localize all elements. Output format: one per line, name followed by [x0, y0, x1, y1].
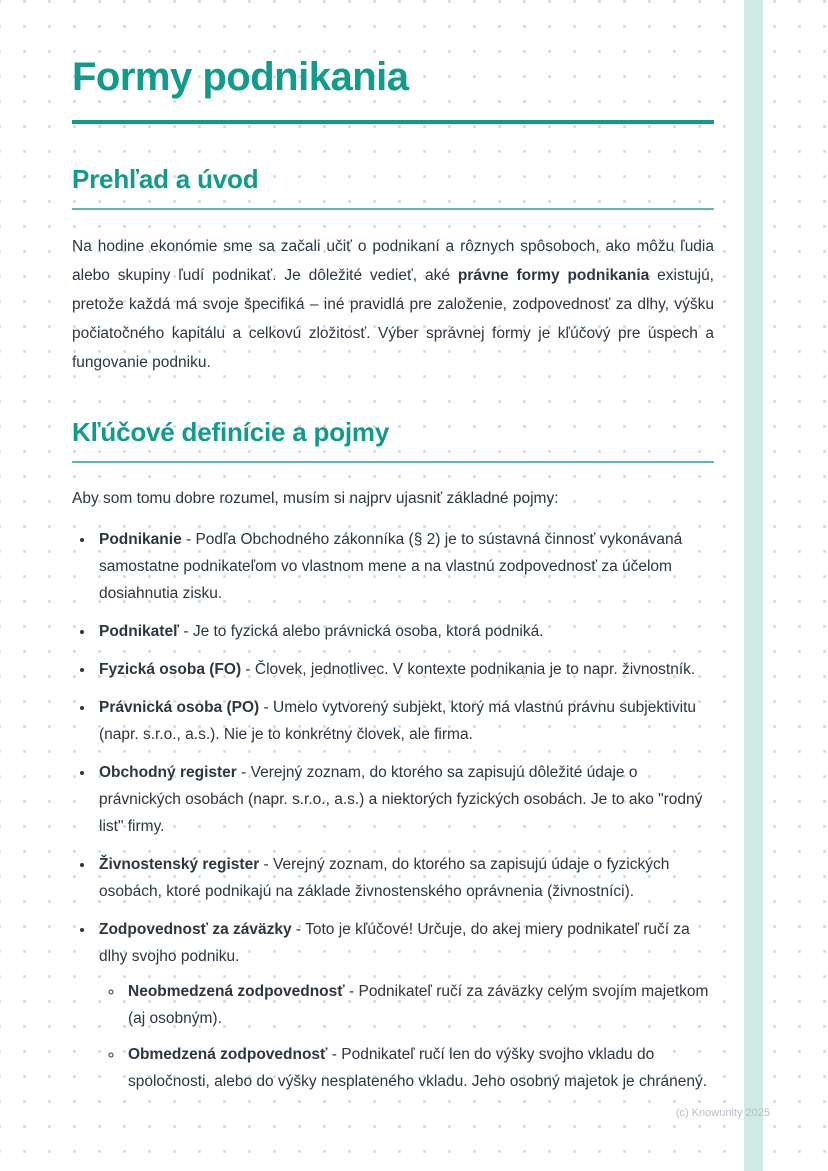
definition-term: Podnikanie	[99, 531, 182, 548]
definition-term: Živnostenský register	[99, 856, 260, 873]
footer-credit: (c) Knowunity 2025	[675, 1107, 770, 1119]
list-item	[95, 851, 714, 905]
definition-desc: - Umelo vytvorený subjekt, ktorý má vlastnú právnu subjektivitu (napr. s.r.o., a.s.). Nie je to konkrétny človek, ale firma.	[99, 699, 696, 743]
definition-term: Zodpovednosť za záväzky	[99, 921, 292, 938]
definition-term: Podnikateľ	[99, 623, 180, 640]
definition-desc: - Podľa Obchodného zákonníka (§ 2) je to sústavná činnosť vykonávaná samostatne podnikateľom vo vlastnom mene a na vlastnú zodpovednosť za účelom dosiahnutia zisku.	[99, 531, 683, 602]
definition-term: Obmedzená zodpovednosť	[128, 1046, 328, 1063]
definition-desc: - Je to fyzická alebo právnická osoba, ktorá podniká.	[179, 623, 544, 640]
definitions-sublist	[99, 978, 714, 1095]
definition-desc: - Podnikateľ ručí len do výšky svojho vkladu do spoločnosti, alebo do výšky nesplateného vkladu. Jeho osobný majetok je chránený.	[128, 1046, 708, 1090]
definition-desc: - Verejný zoznam, do ktorého sa zapisujú údaje o fyzických osobách, ktoré podnikajú na základe živnostenského oprávnenia (živnostníci).	[99, 856, 670, 900]
section-heading-overview: Prehľad a úvod	[72, 164, 259, 194]
definition-term: Právnická osoba (PO)	[99, 699, 260, 716]
list-item	[95, 694, 714, 748]
list-item	[95, 656, 714, 683]
section-heading-definitions: Kľúčové definície a pojmy	[72, 417, 390, 447]
sub-list-item	[124, 1041, 714, 1095]
list-item	[95, 759, 714, 840]
overview-paragraph-part1: Na hodine ekonómie sme sa začali učiť o podnikaní a rôznych spôsoboch, ako môžu ľudia alebo skupiny ľudí podnikať. Je dôležité vedieť, aké	[72, 238, 714, 284]
overview-paragraph-part2: existujú, pretože každá má svoje špecifiká – iné pravidlá pre založenie, zodpovednosť za dlhy, výšku počiatočného kapitálu a celkovú zložitosť. Výber správnej formy je kľúčový pre úspech a fungovanie podniku.	[72, 267, 714, 371]
definitions-intro: Aby som tomu dobre rozumel, musím si najprv ujasniť základné pojmy:	[72, 490, 559, 507]
section-rule-overview	[72, 208, 714, 210]
definitions-list	[72, 526, 714, 1095]
definition-desc: - Toto je kľúčové! Určuje, do akej miery podnikateľ ručí za dlhy svojho podniku.	[99, 921, 690, 965]
title-rule	[72, 120, 714, 124]
definition-term: Fyzická osoba (FO)	[99, 661, 242, 678]
definition-desc: - Podnikateľ ručí za záväzky celým svojím majetkom (aj osobným).	[128, 983, 709, 1027]
definition-term: Obchodný register	[99, 764, 237, 781]
page-title: Formy podnikania	[72, 55, 409, 99]
overview-paragraph-bold: právne formy podnikania	[457, 267, 650, 284]
sub-list-item	[124, 978, 714, 1032]
list-item	[95, 526, 714, 607]
definition-desc: - Človek, jednotlivec. V kontexte podnikania je to napr. živnostník.	[241, 661, 696, 678]
accent-stripe	[744, 0, 763, 1171]
document-content	[72, 54, 714, 1106]
list-item	[95, 916, 714, 1095]
section-rule-definitions	[72, 461, 714, 463]
definition-desc: - Verejný zoznam, do ktorého sa zapisujú dôležité údaje o právnických osobách (napr. s.r.o., a.s.) a niektorých fyzických osobách. Je to ako "rodný list" firmy.	[99, 764, 703, 835]
definition-term: Neobmedzená zodpovednosť	[128, 983, 345, 1000]
overview-paragraph	[72, 232, 714, 377]
list-item	[95, 618, 714, 645]
